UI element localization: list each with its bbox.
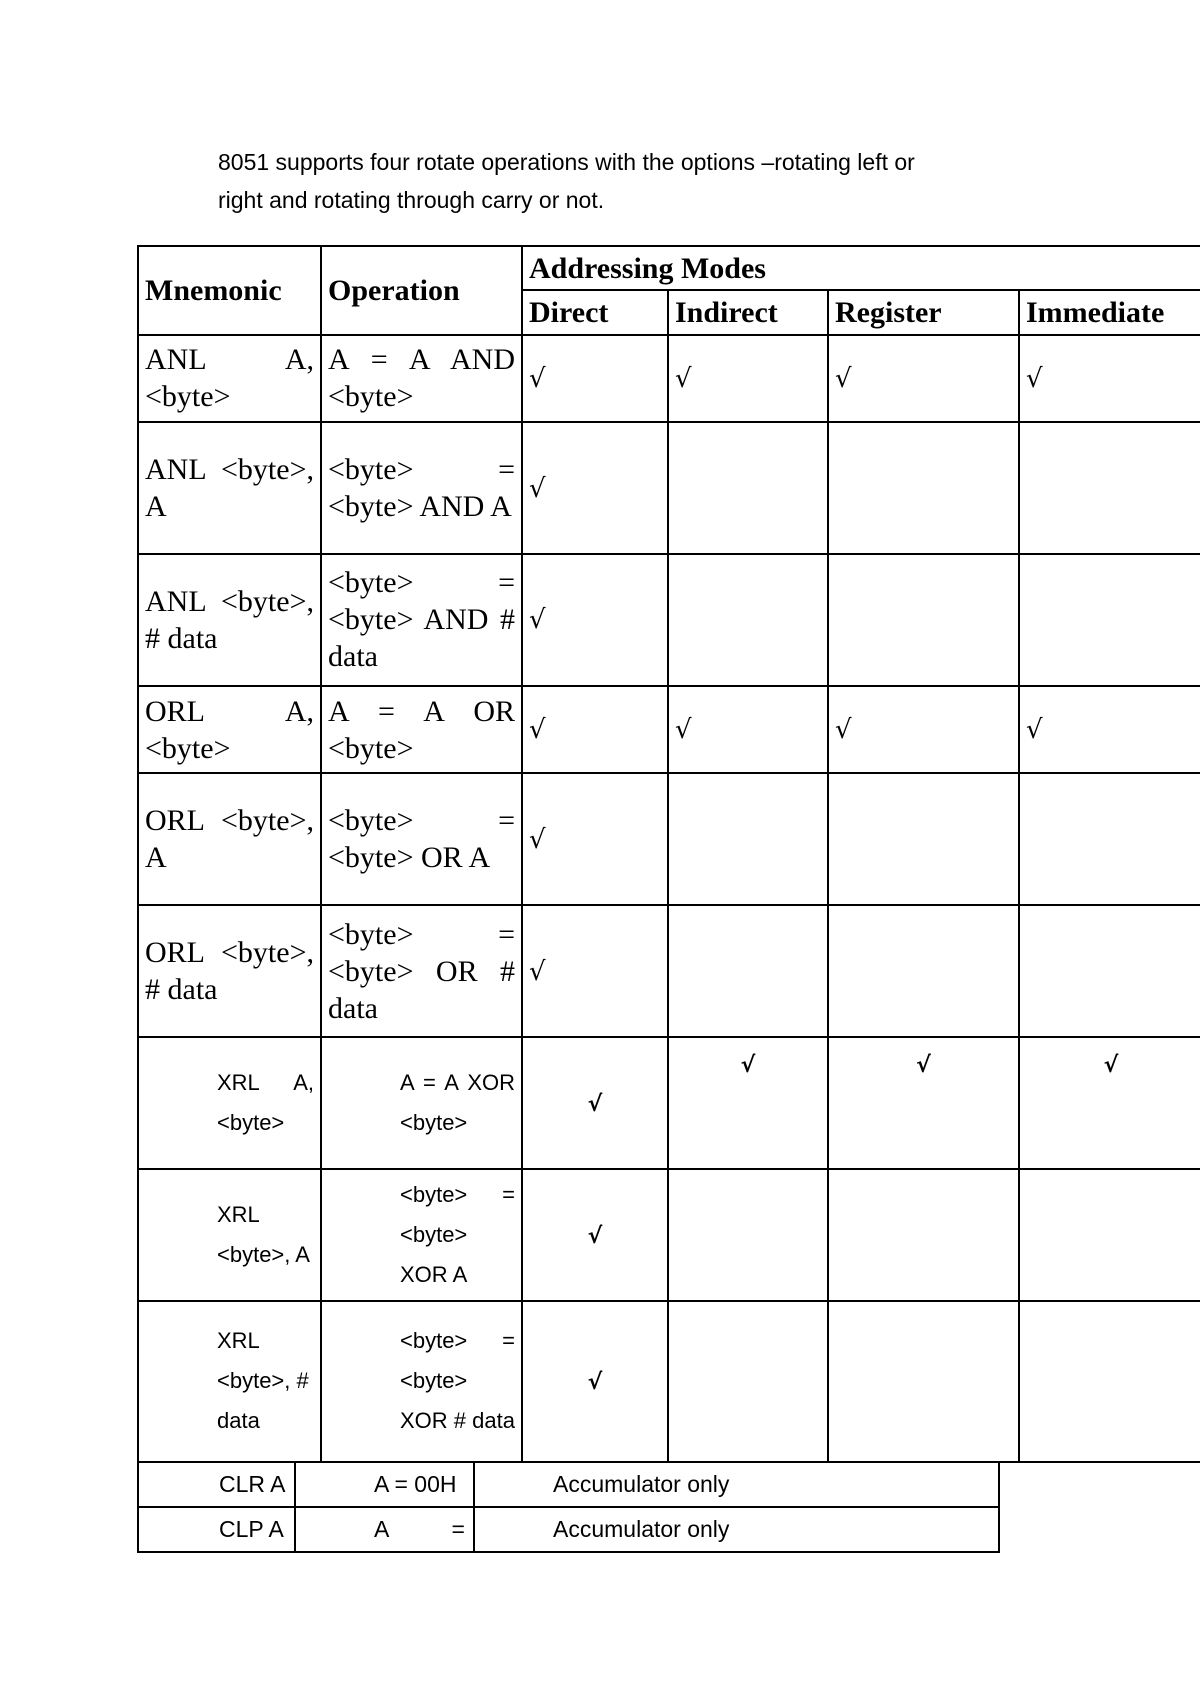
indirect-check <box>668 686 828 774</box>
check-icon: √ <box>916 1053 931 1079</box>
accumulator-table <box>137 1461 1000 1553</box>
intro-paragraph <box>218 143 1098 219</box>
table-row <box>138 1301 1200 1462</box>
instruction-table <box>137 245 1200 1463</box>
direct-check <box>522 686 668 774</box>
indirect-check <box>668 1169 828 1301</box>
mnemonic-cell: XRL <byte>, # data <box>138 1301 321 1462</box>
mnemonic-cell: ORL A, <byte> <box>138 686 321 774</box>
check-icon: √ <box>529 824 546 855</box>
direct-check <box>522 1301 668 1462</box>
mnemonic-cell: ANL <byte>, A <box>138 422 321 554</box>
indirect-check <box>668 773 828 905</box>
table-row <box>138 1507 999 1552</box>
header-register: Register <box>828 290 1019 334</box>
check-icon: √ <box>1103 1053 1119 1079</box>
mnemonic-cell: XRL A, <byte> <box>138 1037 321 1169</box>
operation-cell: <byte> = <byte> XOR # data <box>321 1301 522 1462</box>
operation-cell: <byte> = <byte> AND # data <box>321 554 522 686</box>
operation-cell: A = A AND <byte> <box>321 335 522 423</box>
table-row <box>138 773 1200 905</box>
mnemonic-cell: CLP A <box>138 1507 295 1552</box>
check-icon: √ <box>529 363 546 394</box>
indirect-check <box>668 335 828 423</box>
operation-cell: A = 00H <box>295 1462 474 1507</box>
immediate-check <box>1019 1301 1200 1462</box>
header-addressing-modes: Addressing Modes <box>522 246 1200 290</box>
check-icon: √ <box>675 363 692 394</box>
indirect-check <box>668 422 828 554</box>
check-icon: √ <box>529 473 546 504</box>
immediate-check <box>1019 686 1200 774</box>
direct-check <box>522 554 668 686</box>
check-icon: √ <box>529 956 546 987</box>
immediate-check <box>1019 422 1200 554</box>
register-check <box>828 422 1019 554</box>
header-operation: Operation <box>321 246 522 335</box>
check-icon: √ <box>529 605 546 636</box>
register-check <box>828 686 1019 774</box>
register-check <box>828 1037 1019 1169</box>
mnemonic-cell: ANL <byte>, # data <box>138 554 321 686</box>
header-indirect: Indirect <box>668 290 828 334</box>
table-row <box>138 554 1200 686</box>
operation-cell: A = A XOR <byte> <box>321 1037 522 1169</box>
immediate-check <box>1019 1037 1200 1169</box>
register-check <box>828 773 1019 905</box>
immediate-check <box>1019 905 1200 1037</box>
check-icon: √ <box>675 715 692 746</box>
header-direct: Direct <box>522 290 668 334</box>
check-icon: √ <box>529 715 546 746</box>
indirect-check <box>668 554 828 686</box>
direct-check <box>522 1037 668 1169</box>
operation-cell: A = <box>295 1507 474 1552</box>
intro-line-1: 8051 supports four rotate operations with the options –rotating left or <box>218 149 915 175</box>
indirect-check <box>668 1301 828 1462</box>
direct-check <box>522 335 668 423</box>
header-mnemonic: Mnemonic <box>138 246 321 335</box>
header-immediate: Immediate <box>1019 290 1200 334</box>
register-check <box>828 1301 1019 1462</box>
register-check <box>828 1169 1019 1301</box>
check-icon: √ <box>1026 363 1043 394</box>
immediate-check <box>1019 335 1200 423</box>
immediate-check <box>1019 554 1200 686</box>
table-row <box>138 1037 1200 1169</box>
indirect-check <box>668 1037 828 1169</box>
direct-check <box>522 422 668 554</box>
check-icon: √ <box>587 1092 603 1118</box>
operation-cell: <byte> = <byte> OR # data <box>321 905 522 1037</box>
mnemonic-cell: ANL A, <byte> <box>138 335 321 423</box>
operation-cell: <byte> = <byte> XOR A <box>321 1169 522 1301</box>
check-icon: √ <box>740 1053 756 1079</box>
register-check <box>828 335 1019 423</box>
direct-check <box>522 1169 668 1301</box>
mnemonic-cell: XRL <byte>, A <box>138 1169 321 1301</box>
table-row <box>138 422 1200 554</box>
mnemonic-cell: ORL <byte>, # data <box>138 905 321 1037</box>
table-row <box>138 686 1200 774</box>
check-icon: √ <box>1026 715 1043 746</box>
check-icon: √ <box>835 715 852 746</box>
mnemonic-cell: CLR A <box>138 1462 295 1507</box>
mode-cell: Accumulator only <box>474 1507 999 1552</box>
operation-cell: <byte> = <byte> OR A <box>321 773 522 905</box>
operation-cell: <byte> = <byte> AND A <box>321 422 522 554</box>
immediate-check <box>1019 1169 1200 1301</box>
register-check <box>828 905 1019 1037</box>
mode-cell: Accumulator only <box>474 1462 999 1507</box>
indirect-check <box>668 905 828 1037</box>
mnemonic-cell: ORL <byte>, A <box>138 773 321 905</box>
check-icon: √ <box>835 363 852 394</box>
register-check <box>828 554 1019 686</box>
intro-line-2: right and rotating through carry or not. <box>218 187 605 213</box>
operation-cell: A = A OR <byte> <box>321 686 522 774</box>
table-row <box>138 905 1200 1037</box>
table-row <box>138 335 1200 423</box>
direct-check <box>522 773 668 905</box>
table-row <box>138 1462 999 1507</box>
check-icon: √ <box>587 1223 603 1249</box>
immediate-check <box>1019 773 1200 905</box>
check-icon: √ <box>587 1370 603 1396</box>
direct-check <box>522 905 668 1037</box>
table-row <box>138 1169 1200 1301</box>
